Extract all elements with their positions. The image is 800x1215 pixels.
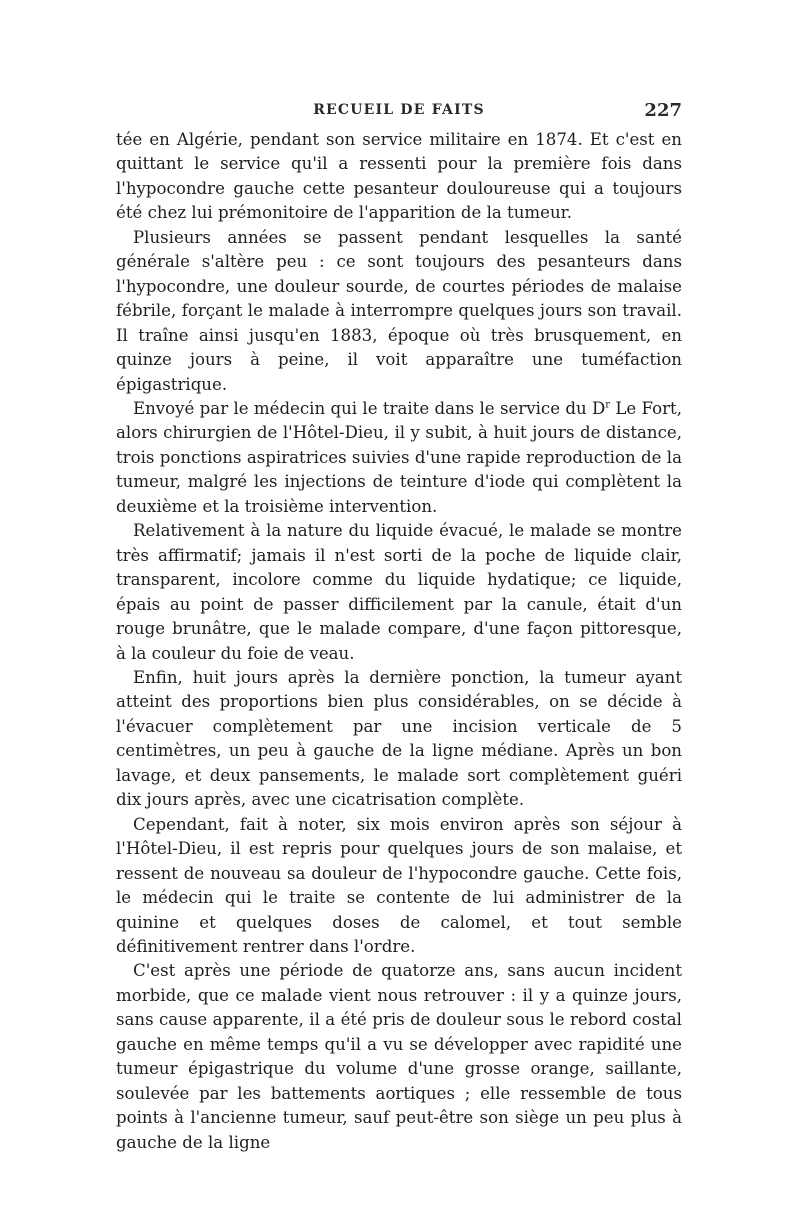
paragraph: C'est après une période de quatorze ans, sans aucun incident morbide, que ce malade vient nous retrouver : il y a quinze jours, sans cause apparente, il a été pris de douleur sous le rebord costal gauche en même temps qu'il a vu se développer avec rapidité une tumeur épigastrique du volume d'une grosse orange, saillante, soulevée par les battements aortiques ; elle ressemble de tous points à l'ancienne tumeur, sauf peut-être son siège un peu plus à gauche de la ligne: [116, 961, 682, 1152]
paragraph: [116, 397, 682, 519]
paragraph-continuation: tée en Algérie, pendant son service militaire en 1874. Et c'est en quittant le service qu'il a ressenti pour la première fois dans l'hypocondre gauche cette pesanteur douloureuse qui a toujours été chez lui prémonitoire de l'apparition de la tumeur.: [116, 130, 682, 223]
page-number: 227: [644, 100, 682, 121]
paragraph-text: Le Fort, alors chirurgien de l'Hôtel-Dieu, il y subit, à huit jours de distance, trois ponctions aspiratrices suivies d'une rapide reproduction de la tumeur, malgré les injections de teinture d'iode qui complètent la deuxième et la troisième intervention.: [116, 398, 682, 516]
paragraph: Relativement à la nature du liquide évacué, le malade se montre très affirmatif; jamais il n'est sorti de la poche de liquide clair, transparent, incolore comme du liquide hydatique; ce liquide, épais au point de passer difficilement par la canule, était d'un rouge brunâtre, que le malade compare, d'une façon pittoresque, à la couleur du foie de veau.: [116, 521, 682, 663]
paragraph: Cependant, fait à noter, six mois environ après son séjour à l'Hôtel-Dieu, il est repris pour quelques jours de son malaise, et ressent de nouveau sa douleur de l'hypocondre gauche. Cette fois, le médecin qui le traite se contente de lui administrer de la quinine et quelques doses de calomel, et tout semble définitivement rentrer dans l'ordre.: [116, 814, 682, 956]
running-title: RECUEIL DE FAITS: [313, 102, 485, 118]
body-text: [116, 128, 682, 1155]
paragraph-text: Envoyé par le médecin qui le traite dans le service du D: [133, 398, 606, 418]
paragraph: Plusieurs années se passent pendant lesquelles la santé générale s'altère peu : ce sont toujours des pesanteurs dans l'hypocondre, une douleur sourde, de courtes périodes de malaise fébrile, forçant le malade à interrompre quelques jours son travail. Il traîne ainsi jusqu'en 1883, époque où très brusquement, en quinze jours à peine, il voit apparaître une tuméfaction épigastrique.: [116, 227, 682, 394]
superscript-abbreviation: r: [605, 399, 611, 411]
running-head: [116, 100, 682, 124]
paragraph: Enfin, huit jours après la dernière ponction, la tumeur ayant atteint des proportions bien plus considérables, on se décide à l'évacuer complètement par une incision verticale de 5 centimètres, un peu à gauche de la ligne médiane. Après un bon lavage, et deux pansements, le malade sort complètement guéri dix jours après, avec une cicatrisation complète.: [116, 667, 682, 810]
